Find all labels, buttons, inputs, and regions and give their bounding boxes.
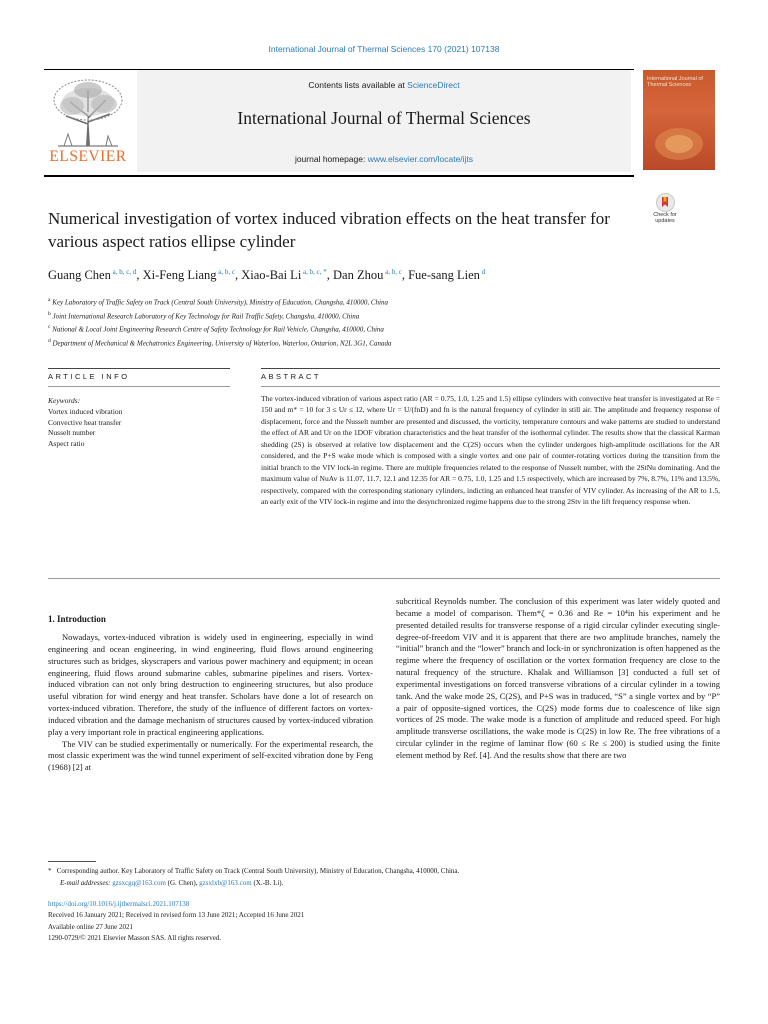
email-owner-li: (X.-B. Li). (251, 878, 284, 887)
homepage-line (137, 154, 631, 164)
body-left-column (48, 632, 373, 774)
abstract-heading: ABSTRACT (261, 372, 322, 381)
footnote-mark: * (48, 867, 52, 875)
keyword-item: Vortex induced vibration (48, 406, 123, 416)
intro-paragraph-3: subcritical Reynolds number. The conclusion of this experiment was later widely quoted and became a model of comparison. Them*ζ = 0.36 and Re = 10⁴in his experiment and he presented detailed results for transverse response of a rigid circular cylinder executing single-degree-of-freedom VIV and it is apparent that there are two amplitude branches, namely the “initial” branch and the “lower” branch and lock-in or synchronization is often happened as the regime where the frequency of oscillation or the vortex formation frequency are close to the natural frequency of the structure. Khalak and Williamson [3] conducted a full set of experimental investigations on forced transverse vibrations of a circular cylinder in a towing tank. And the wake mode 2S, C(2S), and P+S was in traduced, “S” a single vortex and by “P” a pair of opposite-signed vortices, the C(2S) mode forms due to coalescence of like sign vortices of 2S mode. The wake mode is a function of amplitude and reduced speed. For high amplitude transverse oscillations, the wake mode is C(2S) in low Re. The free vibrations of a circular cylinder in the regime of laminar flow (60 ≤ Re ≤ 200) is studied using the finite element method by Ref. [4]. And the results show that there are two (396, 596, 720, 760)
keyword-item: Convective heat transfer (48, 417, 122, 427)
article-info-top-rule (48, 368, 230, 369)
author-name[interactable]: Guang Chen (48, 268, 111, 283)
check-for-updates-label[interactable]: Check for updates (653, 212, 677, 224)
corresponding-author-footnote (48, 866, 728, 889)
affiliation-mark: d (48, 338, 51, 345)
article-title: Numerical investigation of vortex induced vibration effects on the heat transfer for various aspect ratios ellipse cylinder (48, 209, 610, 251)
body-right-column (396, 596, 720, 762)
affiliation-text: Key Laboratory of Traffic Safety on Track (Central South University), Ministry of Education, Changsha, 410000, China (50, 298, 388, 307)
section-heading-introduction: 1. Introduction (48, 614, 106, 624)
masthead-bottom-rule (44, 175, 634, 177)
contents-prefix: Contents lists available at (308, 80, 408, 90)
email-link-li[interactable]: gzsxlxb@163.com (199, 878, 252, 887)
affiliation-mark: a (48, 297, 51, 303)
affiliation-text: Department of Mechanical & Mechatronics Engineering, University of Waterloo, Waterloo, Ontarion, N2L 3G1, Canada (50, 339, 392, 348)
abstract-rule (261, 386, 720, 387)
contents-line (137, 80, 631, 90)
cover-artwork-icon (648, 118, 710, 166)
author-affiliation-marks[interactable]: a, b, c (383, 268, 402, 276)
keyword-item: Nusselt number (48, 428, 96, 438)
affiliation-text: Joint International Research Laboratory of Key Technology for Rail Traffic Safety, Changsha, 410000, China (50, 312, 360, 321)
article-info-heading: ARTICLE INFO (48, 372, 130, 381)
email-link-chen[interactable]: gzsxcgq@163.com (112, 878, 166, 887)
journal-homepage-link[interactable]: www.elsevier.com/locate/ijts (367, 154, 474, 164)
author-affiliation-marks[interactable]: a, b, c, d (110, 268, 137, 276)
doi-link[interactable]: https://doi.org/10.1016/j.ijthermalsci.2021.107138 (48, 900, 190, 908)
keywords-list (48, 407, 228, 450)
abstract-text: The vortex-induced vibration of various aspect ratio (AR = 0.75, 1.0, 1.25 and 1.5) ellipse cylinders with convective heat transfer is investigated at Re = 150 and m* = 10 for 3 ≤ Ur ≤ 12, where Ur = U/(fnD) and fn is the natural frequency of cylinder in still air. The amplitude and frequency response of displacement, force and the Nusselt number are presented and discussed, the vorticity, temperature contours and wake patterns are studied to understand the effect of AR and Ur on the 1DOF vibration characteristics and the heat transfer of the isothermal cylinder. The results show that the classical Karman shedding (2S) is observed at relative low displacement and the C(2S) occurs when the cylinder undergoes high-amplitude oscillations for the AR considered, and the P+S wake mode which is composed with a single vortex and one pair of counter-rotating vortices during the transition from the initial branch to the VIV lock-in regime. There are multiple frequencies related to the response of Nusselt number, with the 2StNu dominating. And the maximum value of NuAv is 11.07, 11.7, 12.1 and 12.35 for AR = 0.75, 1.0, 1.25 and 1.5 respectively, which are increased by 7%, 8.7%, 11% and 13.5%, respectively, compared with the corresponding stationary cylinders, indicting an enhanced heat transfer of VIV cylinder. As increasing of the AR to 1.5, an early exit of the VIV lock-in regime and into the desynchronized regime happens due to the strong 2Stv in the lift frequency response when. (261, 394, 720, 507)
keyword-item: Aspect ratio (48, 439, 85, 449)
publisher-logo[interactable]: ELSEVIER (49, 148, 127, 165)
abstract-bottom-rule (48, 578, 720, 579)
affiliation-mark: c (48, 324, 51, 331)
author-separator: , (401, 268, 409, 283)
journal-reference[interactable]: International Journal of Thermal Sciences 170 (2021) 107138 (268, 44, 500, 54)
crossmark-bookmark-icon (659, 196, 671, 208)
author-affiliation-marks[interactable]: a, b, c (216, 268, 235, 276)
affiliation-item (48, 295, 708, 309)
keywords-block (48, 396, 228, 450)
author-name[interactable]: Xi-Feng Liang (142, 268, 217, 283)
abstract-top-rule (261, 368, 720, 369)
email-owner-chen: (G. Chen), (165, 878, 200, 887)
affiliation-text: National & Local Joint Engineering Research Centre of Safety Technology for Rail Vehicle, Changsha, 410000, China (50, 325, 384, 334)
article-info-rule (48, 386, 230, 387)
affiliation-item (48, 309, 708, 323)
journal-title[interactable]: International Journal of Thermal Sciences (237, 108, 531, 128)
available-online: Available online 27 June 2021 (48, 922, 134, 931)
email-label: E-mail addresses: (60, 878, 113, 887)
cover-title: International Journal of Thermal Sciences (647, 76, 703, 88)
intro-paragraph-1: Nowadays, vortex-induced vibration is widely used in engineering, especially in wind engineering and ocean engineering, in wind engineering, fluid flows around engineering structures such as bridges, skyscrapers and various power machinery and equipment; in ocean engineering, fluid flows around submarine cables, submarine pipelines and risers. Vortex-induced vibration can not only bring destruction to engineering structures, but also produce useful vibration for wind energy and heat transfer. Scholars have done a lot of research on vortex-induced vibration. Therefore, the study of the influence of different factors on vortex-induced vibration and the damage mechanism of structures caused by vortex-induced vibration play a very important role in practical engineering applications. (48, 632, 373, 737)
author-name[interactable]: Xiao-Bai Li (241, 268, 302, 283)
intro-paragraph-2: The VIV can be studied experimentally or numerically. For the experimental research, the most classic experiment was the wind tunnel experiment of self-excited vibration done by Feng (1968) [2] at (48, 738, 373, 773)
keywords-heading: Keywords: (48, 396, 81, 405)
affiliation-item (48, 322, 708, 336)
received-dates: Received 16 January 2021; Received in revised form 13 June 2021; Accepted 16 June 2021 (48, 911, 305, 920)
footnote-text: Corresponding author. Key Laboratory of Traffic Safety on Track (Central South University), Ministry of Education, Changsha, 410000, China. (56, 867, 460, 875)
affiliation-list (48, 295, 708, 350)
author-affiliation-marks[interactable]: a, b, c, * (301, 268, 327, 276)
affiliation-item (48, 336, 708, 350)
sciencedirect-link[interactable]: ScienceDirect (407, 80, 460, 90)
footnote-rule (48, 861, 96, 862)
affiliation-mark: b (48, 310, 51, 317)
copyright: 1290-0729/© 2021 Elsevier Masson SAS. All rights reserved. (48, 933, 222, 942)
article-metadata (48, 899, 548, 944)
author-separator: , (326, 268, 334, 283)
author-separator: , (136, 268, 143, 283)
homepage-prefix: journal homepage: (294, 154, 368, 164)
author-list (48, 268, 668, 283)
author-affiliation-marks[interactable]: d (479, 268, 486, 276)
author-name[interactable]: Fue-sang Lien (408, 268, 480, 283)
author-separator: , (234, 268, 242, 283)
author-name[interactable]: Dan Zhou (333, 268, 384, 283)
elsevier-tree-logo-icon (48, 76, 128, 148)
